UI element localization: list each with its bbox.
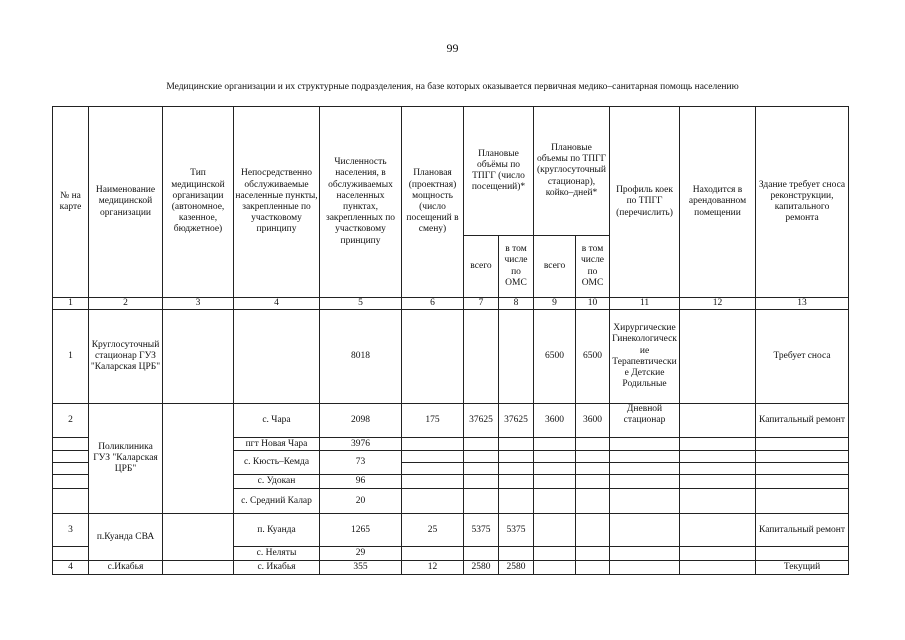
- column-number: 8: [499, 298, 534, 310]
- settlement: [234, 310, 320, 404]
- capacity: 175: [402, 404, 464, 438]
- rented-premises: [680, 475, 756, 489]
- organization-type: [163, 514, 234, 561]
- header-visit-volumes: Плановые объёмы по ТПГГ (число посещений)*: [464, 107, 534, 236]
- organization-name: с.Икабья: [89, 561, 163, 575]
- visits-total: [464, 475, 499, 489]
- bed-days-oms: [576, 561, 610, 575]
- rented-premises: [680, 463, 756, 475]
- bed-days-oms: [576, 489, 610, 514]
- settlement: с. Чара: [234, 404, 320, 438]
- visits-oms: [499, 451, 534, 463]
- visits-oms: 37625: [499, 404, 534, 438]
- bed-days-total: [534, 475, 576, 489]
- bed-profile: [610, 489, 680, 514]
- capacity: [402, 438, 464, 451]
- capacity: [402, 310, 464, 404]
- bed-profile: [610, 451, 680, 463]
- rented-premises: [680, 514, 756, 547]
- organizations-table: [52, 106, 849, 575]
- column-number: 12: [680, 298, 756, 310]
- visits-oms: 2580: [499, 561, 534, 575]
- visits-total: [464, 547, 499, 561]
- population: 96: [320, 475, 402, 489]
- building-condition: Капитальный ремонт: [756, 514, 849, 547]
- building-condition: Капитальный ремонт: [756, 404, 849, 438]
- rented-premises: [680, 561, 756, 575]
- bed-profile: Дневной стационар: [610, 404, 680, 438]
- table-row: [53, 404, 849, 438]
- visits-oms: [499, 547, 534, 561]
- column-number: 6: [402, 298, 464, 310]
- header-rented-premises: Находится в арендованном помещении: [680, 107, 756, 298]
- rented-premises: [680, 310, 756, 404]
- header-bed-profile: Профиль коек по ТПГГ (перечислить): [610, 107, 680, 298]
- visits-total: 2580: [464, 561, 499, 575]
- bed-profile: [610, 438, 680, 451]
- population: 29: [320, 547, 402, 561]
- bed-profile: [610, 514, 680, 547]
- column-number: 7: [464, 298, 499, 310]
- visits-total: [464, 310, 499, 404]
- bed-days-total: [534, 514, 576, 547]
- map-number: [53, 547, 89, 561]
- population: 73: [320, 451, 402, 475]
- column-number: 3: [163, 298, 234, 310]
- capacity: [402, 489, 464, 514]
- organization-name: Поликлиника ГУЗ "Каларская ЦРБ": [89, 404, 163, 514]
- capacity: [402, 475, 464, 489]
- visits-total: [464, 489, 499, 514]
- table-row: [53, 514, 849, 547]
- organization-name: п.Куанда СВА: [89, 514, 163, 561]
- population: 355: [320, 561, 402, 575]
- population: 2098: [320, 404, 402, 438]
- header-population: Численность населения, в обслуживаемых населенных пунктах, закрепленных по участковому принципу: [320, 107, 402, 298]
- bed-days-total: [534, 489, 576, 514]
- visits-oms: [499, 310, 534, 404]
- column-number: 1: [53, 298, 89, 310]
- rented-premises: [680, 547, 756, 561]
- subheader-beds-total: всего: [534, 236, 576, 298]
- bed-days-oms: [576, 438, 610, 451]
- organization-type: [163, 561, 234, 575]
- bed-profile: Хирургические Гинекологические Терапевтические Детские Родильные: [610, 310, 680, 404]
- settlement: с. Средний Калар: [234, 489, 320, 514]
- bed-profile: [610, 463, 680, 475]
- column-number: 2: [89, 298, 163, 310]
- organization-type: [163, 404, 234, 514]
- visits-oms: [499, 475, 534, 489]
- header-capacity: Плановая (проектная) мощность (число посещений в смену): [402, 107, 464, 298]
- bed-days-oms: [576, 514, 610, 547]
- bed-days-oms: 6500: [576, 310, 610, 404]
- visits-total: 37625: [464, 404, 499, 438]
- header-organization-name: Наименование медицинской организации: [89, 107, 163, 298]
- header-map-number: № на карте: [53, 107, 89, 298]
- map-number: [53, 489, 89, 514]
- bed-days-total: [534, 451, 576, 463]
- bed-days-total: [534, 438, 576, 451]
- header-bed-days: Плановые объемы по ТПГГ (круглосуточный стационар), койко–дней*: [534, 107, 610, 236]
- settlement: с. Икабья: [234, 561, 320, 575]
- map-number: [53, 475, 89, 489]
- document-title: Медицинские организации и их структурные подразделения, на базе которых оказывается первичная медико–санитарная помощь населению: [166, 82, 739, 92]
- visits-oms: [499, 489, 534, 514]
- building-condition: [756, 547, 849, 561]
- visits-total: [464, 451, 499, 463]
- settlement: с. Неляты: [234, 547, 320, 561]
- bed-days-total: [534, 561, 576, 575]
- capacity: 12: [402, 561, 464, 575]
- subheader-visits-total: всего: [464, 236, 499, 298]
- bed-days-oms: [576, 547, 610, 561]
- building-condition: [756, 463, 849, 475]
- rented-premises: [680, 451, 756, 463]
- visits-oms: [499, 463, 534, 475]
- map-number: 4: [53, 561, 89, 575]
- column-number: 4: [234, 298, 320, 310]
- building-condition: Текущий: [756, 561, 849, 575]
- bed-days-oms: [576, 475, 610, 489]
- settlement: п. Куанда: [234, 514, 320, 547]
- bed-days-oms: 3600: [576, 404, 610, 438]
- building-condition: Требует сноса: [756, 310, 849, 404]
- map-number: 3: [53, 514, 89, 547]
- subheader-visits-oms: в том числе по ОМС: [499, 236, 534, 298]
- settlement: пгт Новая Чара: [234, 438, 320, 451]
- bed-days-total: [534, 547, 576, 561]
- capacity: [402, 547, 464, 561]
- settlement: с. Кюсть–Кемда: [234, 451, 320, 475]
- bed-days-total: [534, 463, 576, 475]
- header-settlements: Непосредственно обслуживаемые населенные пункты, закрепленные по участковому принципу: [234, 107, 320, 298]
- building-condition: [756, 489, 849, 514]
- capacity: [402, 463, 464, 475]
- building-condition: [756, 451, 849, 463]
- page-number: 99: [446, 41, 459, 55]
- settlement: с. Удокан: [234, 475, 320, 489]
- column-number: 11: [610, 298, 680, 310]
- building-condition: [756, 438, 849, 451]
- population: 8018: [320, 310, 402, 404]
- visits-oms: [499, 438, 534, 451]
- map-number: 1: [53, 310, 89, 404]
- column-numbers-row: [53, 298, 849, 310]
- header-building-condition: Здание требует сноса реконструкции, капитального ремонта: [756, 107, 849, 298]
- population: 3976: [320, 438, 402, 451]
- header-organization-type: Тип медицинской организации (автономное, казенное, бюджетное): [163, 107, 234, 298]
- bed-days-oms: [576, 451, 610, 463]
- column-number: 5: [320, 298, 402, 310]
- population: 1265: [320, 514, 402, 547]
- bed-profile: [610, 475, 680, 489]
- organization-name: Круглосуточный стационар ГУЗ "Каларская ЦРБ": [89, 310, 163, 404]
- map-number: [53, 463, 89, 475]
- header-row: [53, 107, 849, 236]
- table-row: [53, 310, 849, 404]
- map-number: 2: [53, 404, 89, 438]
- map-number: [53, 438, 89, 451]
- visits-total: [464, 463, 499, 475]
- rented-premises: [680, 489, 756, 514]
- visits-total: [464, 438, 499, 451]
- capacity: 25: [402, 514, 464, 547]
- bed-days-total: 3600: [534, 404, 576, 438]
- population: 20: [320, 489, 402, 514]
- bed-days-oms: [576, 463, 610, 475]
- subheader-beds-oms: в том числе по ОМС: [576, 236, 610, 298]
- bed-days-total: 6500: [534, 310, 576, 404]
- rented-premises: [680, 404, 756, 438]
- building-condition: [756, 475, 849, 489]
- visits-total: 5375: [464, 514, 499, 547]
- map-number: [53, 451, 89, 463]
- column-number: 10: [576, 298, 610, 310]
- organization-type: [163, 310, 234, 404]
- bed-profile: [610, 547, 680, 561]
- visits-oms: 5375: [499, 514, 534, 547]
- bed-profile: [610, 561, 680, 575]
- column-number: 13: [756, 298, 849, 310]
- capacity: [402, 451, 464, 463]
- rented-premises: [680, 438, 756, 451]
- table-row: [53, 561, 849, 575]
- column-number: 9: [534, 298, 576, 310]
